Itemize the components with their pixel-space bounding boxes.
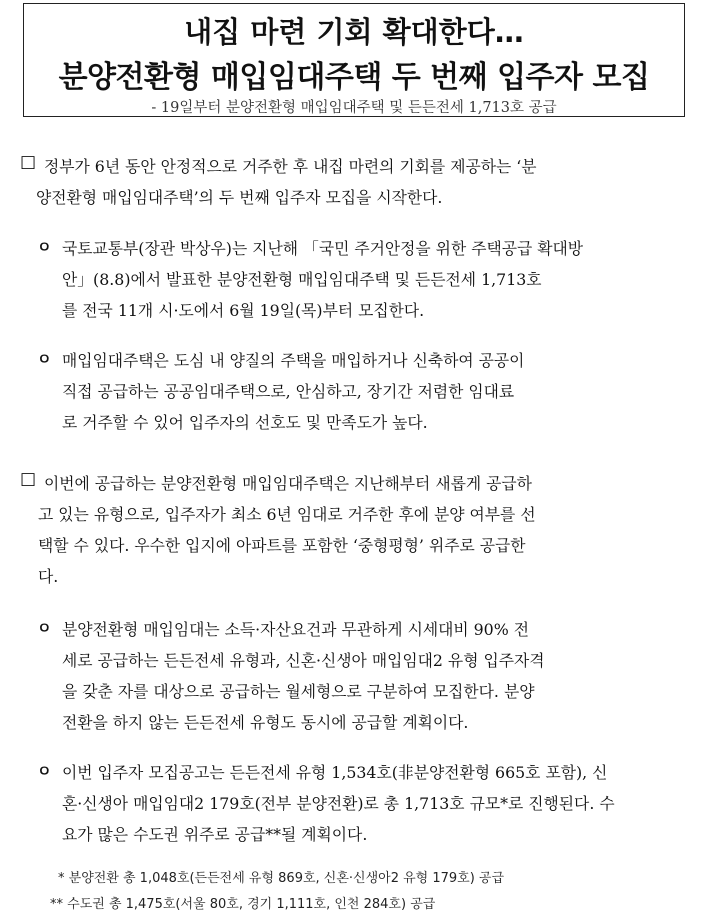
paragraph-line: 이번 입주자 모집공고는 든든전세 유형 1,534호(非분양전환형 665호 포함), 신 [62, 763, 608, 782]
main-title: 분양전환형 매입임대주택 두 번째 입주자 모집 [58, 60, 650, 95]
circle-bullet-marker: ㅇ [37, 762, 52, 780]
paragraph-line: 택할 수 있다. 우수한 입지에 아파트를 포함한 ‘중형평형’ 위주로 공급한 [38, 536, 526, 555]
paragraph-line: 요가 많은 수도권 위주로 공급**될 계획이다. [62, 825, 368, 844]
paragraph-line: 를 전국 11개 시·도에서 6월 19일(목)부터 모집한다. [62, 301, 425, 320]
paragraph-line: 고 있는 유형으로, 입주자가 최소 6년 임대로 거주한 후에 분양 여부를 선 [38, 505, 536, 524]
square-bullet-marker: □ [20, 152, 37, 172]
footnote-2: ** 수도권 총 1,475호(서울 80호, 경기 1,111호, 인천 284호) 공급 [50, 897, 436, 912]
paragraph-line: 다. [38, 567, 59, 586]
paragraph-line: 로 거주할 수 있어 입주자의 선호도 및 만족도가 높다. [62, 413, 428, 432]
paragraph-line: 국토교통부(장관 박상우)는 지난해 「국민 주거안정을 위한 주택공급 확대방 [62, 239, 584, 258]
circle-bullet-marker: ㅇ [37, 238, 52, 256]
footnote-1: * 분양전환 총 1,048호(든든전세 유형 869호, 신혼·신생아2 유형 179호) 공급 [58, 871, 505, 886]
circle-bullet-marker: ㅇ [37, 350, 52, 368]
paragraph-line: 정부가 6년 동안 안정적으로 거주한 후 내집 마련의 기회를 제공하는 ‘분 [44, 157, 537, 176]
title-box [23, 3, 685, 117]
paragraph-line: 양전환형 매입임대주택’의 두 번째 입주자 모집을 시작한다. [36, 188, 443, 207]
square-bullet-marker: □ [20, 469, 37, 489]
paragraph-line: 혼·신생아 매입임대2 179호(전부 분양전환)로 총 1,713호 규모*로 진행된다. 수 [62, 794, 615, 813]
paragraph-line: 직접 공급하는 공공임대주택으로, 안심하고, 장기간 저렴한 임대료 [62, 382, 515, 401]
paragraph-line: 전환을 하지 않는 든든전세 유형도 동시에 공급할 계획이다. [62, 713, 469, 732]
paragraph-line: 안」(8.8)에서 발표한 분양전환형 매입임대주택 및 든든전세 1,713호 [62, 270, 542, 289]
circle-bullet-marker: ㅇ [37, 619, 52, 637]
paragraph-line: 분양전환형 매입임대는 소득·자산요건과 무관하게 시세대비 90% 전 [62, 620, 530, 639]
subtitle: - 19일부터 분양전환형 매입임대주택 및 든든전세 1,713호 공급 [151, 100, 557, 116]
paragraph-line: 을 갖춘 자를 대상으로 공급하는 월세형으로 구분하여 모집한다. 분양 [62, 682, 535, 701]
paragraph-line: 매입임대주택은 도심 내 양질의 주택을 매입하거나 신축하여 공공이 [62, 351, 525, 370]
headline: 내집 마련 기회 확대한다… [184, 15, 524, 49]
paragraph-line: 이번에 공급하는 분양전환형 매입임대주택은 지난해부터 새롭게 공급하 [44, 474, 532, 493]
paragraph-line: 세로 공급하는 든든전세 유형과, 신혼·신생아 매입임대2 유형 입주자격 [62, 651, 545, 670]
